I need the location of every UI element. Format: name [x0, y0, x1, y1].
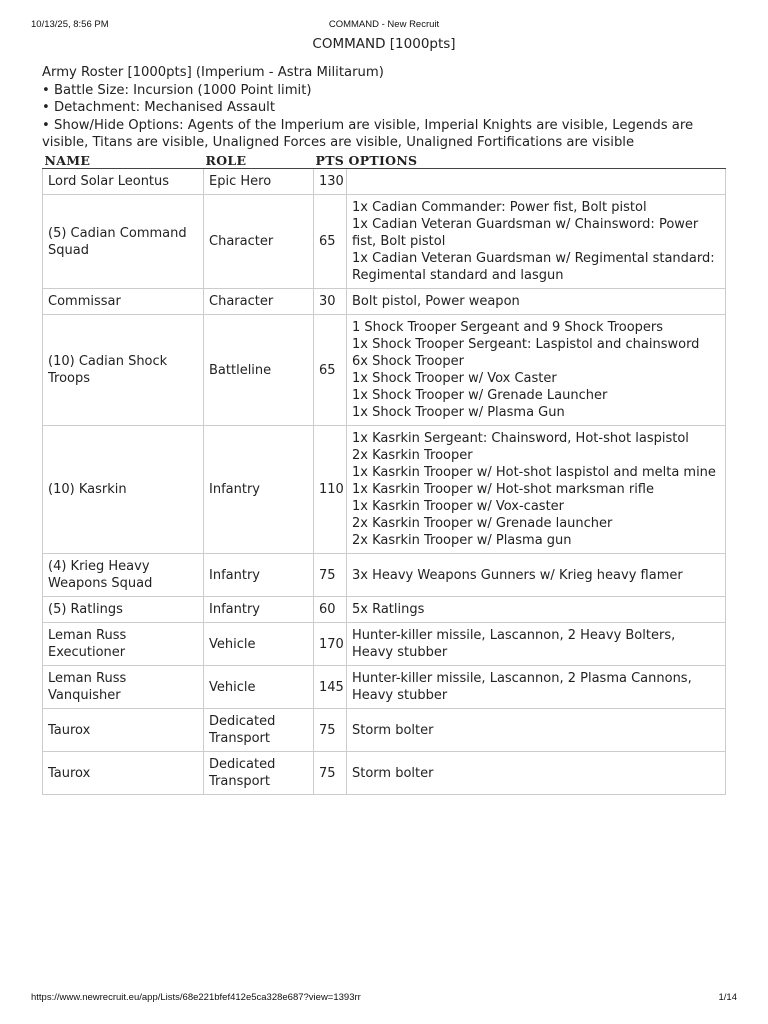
table-row — [43, 554, 726, 597]
table-row — [43, 315, 726, 426]
unit-options-cell — [347, 709, 726, 752]
unit-name-cell: Taurox — [43, 709, 204, 752]
option-line: Hunter-killer missile, Lascannon, 2 Plasma Cannons, Heavy stubber — [352, 671, 692, 703]
unit-role-cell: Epic Hero — [204, 169, 314, 195]
header-options: OPTIONS — [347, 151, 726, 169]
unit-options-cell — [347, 752, 726, 795]
unit-options-cell — [347, 554, 726, 597]
document-title: COMMAND [1000pts] — [312, 36, 456, 52]
option-line: 1x Cadian Veteran Guardsman w/ Chainsword: Power fist, Bolt pistol — [352, 217, 699, 249]
option-line: 1x Kasrkin Trooper w/ Hot-shot marksman rifle — [352, 482, 654, 497]
unit-points-cell: 170 — [314, 623, 347, 666]
option-line: 3x Heavy Weapons Gunners w/ Krieg heavy flamer — [352, 567, 683, 583]
unit-name-cell: Leman Russ Vanquisher — [43, 666, 204, 709]
unit-role-cell: Battleline — [204, 315, 314, 426]
unit-role-cell: Dedicated Transport — [204, 752, 314, 795]
unit-name-cell: (4) Krieg Heavy Weapons Squad — [43, 554, 204, 597]
unit-name-cell: (10) Cadian Shock Troops — [43, 315, 204, 426]
option-line: Storm bolter — [352, 765, 434, 781]
option-line: 1x Cadian Commander: Power fist, Bolt pistol — [352, 200, 647, 215]
table-row — [43, 666, 726, 709]
unit-points-cell: 65 — [314, 195, 347, 289]
option-line: 1x Shock Trooper w/ Vox Caster — [352, 371, 557, 386]
table-row — [43, 195, 726, 289]
unit-role-cell: Infantry — [204, 426, 314, 554]
table-row — [43, 169, 726, 195]
unit-role-cell: Vehicle — [204, 666, 314, 709]
unit-name-cell: Commissar — [43, 289, 204, 315]
table-row — [43, 289, 726, 315]
roster-line: Army Roster [1000pts] (Imperium - Astra Militarum) — [42, 65, 384, 80]
option-line: 5x Ratlings — [352, 602, 425, 617]
unit-role-cell: Dedicated Transport — [204, 709, 314, 752]
option-line: 1x Cadian Veteran Guardsman w/ Regimental standard: Regimental standard and lasgun — [352, 251, 715, 283]
option-line: 1x Shock Trooper w/ Plasma Gun — [352, 405, 565, 420]
unit-name-cell: (5) Cadian Command Squad — [43, 195, 204, 289]
table-row — [43, 709, 726, 752]
unit-options-cell — [347, 195, 726, 289]
unit-name-cell: (5) Ratlings — [43, 597, 204, 623]
unit-name-cell: Leman Russ Executioner — [43, 623, 204, 666]
unit-role-cell: Character — [204, 195, 314, 289]
option-line: Storm bolter — [352, 722, 434, 738]
unit-options-cell — [347, 666, 726, 709]
print-page-number: 1/14 — [718, 992, 737, 1003]
unit-points-cell: 130 — [314, 169, 347, 195]
unit-name-cell: (10) Kasrkin — [43, 426, 204, 554]
unit-points-cell: 60 — [314, 597, 347, 623]
unit-options-cell — [347, 623, 726, 666]
unit-role-cell: Vehicle — [204, 623, 314, 666]
unit-options-cell — [347, 289, 726, 315]
option-line: 1x Shock Trooper Sergeant: Laspistol and chainsword — [352, 337, 700, 352]
unit-role-cell: Character — [204, 289, 314, 315]
battle-size: • Battle Size: Incursion (1000 Point limit) — [42, 82, 312, 98]
print-datetime: 10/13/25, 8:56 PM — [31, 19, 109, 30]
unit-name-cell: Taurox — [43, 752, 204, 795]
table-row — [43, 623, 726, 666]
option-line: 1x Kasrkin Trooper w/ Vox-caster — [352, 499, 565, 514]
roster-info — [42, 64, 732, 152]
header-name: NAME — [43, 151, 204, 169]
table-row — [43, 752, 726, 795]
header-pts: PTS — [314, 151, 347, 169]
unit-points-cell: 30 — [314, 289, 347, 315]
unit-options-cell — [347, 597, 726, 623]
unit-points-cell: 110 — [314, 426, 347, 554]
roster-table-body — [43, 169, 726, 795]
option-line: 1x Shock Trooper w/ Grenade Launcher — [352, 388, 608, 403]
header-role: ROLE — [204, 151, 314, 169]
print-page-title: COMMAND - New Recruit — [328, 19, 440, 30]
unit-options-cell — [347, 169, 726, 195]
unit-points-cell: 75 — [314, 554, 347, 597]
option-line: Bolt pistol, Power weapon — [352, 294, 520, 309]
option-line: 1 Shock Trooper Sergeant and 9 Shock Troopers — [352, 320, 664, 335]
unit-role-cell: Infantry — [204, 554, 314, 597]
option-line: 1x Kasrkin Sergeant: Chainsword, Hot-shot laspistol — [352, 431, 689, 446]
unit-options-cell — [347, 426, 726, 554]
option-line: 1x Kasrkin Trooper w/ Hot-shot laspistol and melta mine — [352, 465, 716, 480]
table-row — [43, 426, 726, 554]
unit-points-cell: 75 — [314, 709, 347, 752]
option-line: Hunter-killer missile, Lascannon, 2 Heavy Bolters, Heavy stubber — [352, 628, 676, 660]
option-line: 2x Kasrkin Trooper w/ Plasma gun — [352, 533, 572, 548]
unit-points-cell: 75 — [314, 752, 347, 795]
unit-options-cell — [347, 315, 726, 426]
show-hide-options: • Show/Hide Options: Agents of the Imperium are visible, Imperial Knights are visible, Legends are visible, Titans are visible, Unaligned Forces are visible, Unaligned Fortifications are visible — [42, 117, 694, 150]
detachment: • Detachment: Mechanised Assault — [42, 100, 276, 115]
print-url: https://www.newrecruit.eu/app/Lists/68e221bfef412e5ca328e687?view=1393rr — [31, 992, 361, 1003]
option-line: 2x Kasrkin Trooper w/ Grenade launcher — [352, 516, 613, 531]
roster-table — [42, 151, 726, 795]
option-line: 2x Kasrkin Trooper — [352, 448, 473, 463]
table-row — [43, 597, 726, 623]
unit-points-cell: 65 — [314, 315, 347, 426]
unit-name-cell: Lord Solar Leontus — [43, 169, 204, 195]
unit-role-cell: Infantry — [204, 597, 314, 623]
option-line: 6x Shock Trooper — [352, 354, 464, 369]
print-header — [0, 19, 768, 33]
print-footer — [0, 992, 768, 1006]
table-header-row — [43, 151, 726, 169]
unit-points-cell: 145 — [314, 666, 347, 709]
